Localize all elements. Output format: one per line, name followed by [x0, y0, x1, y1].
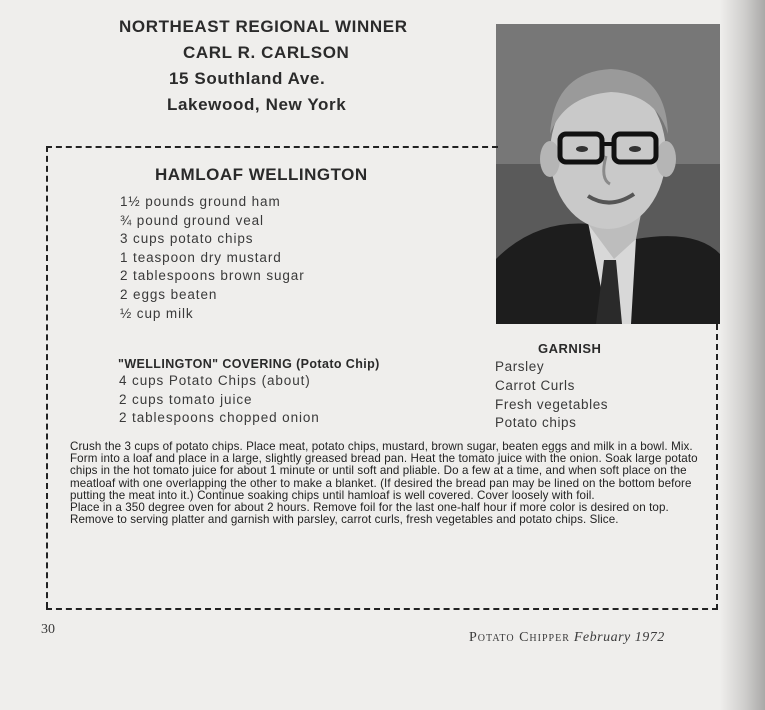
page-number: 30	[41, 622, 55, 637]
publication-name: Potato Chipper	[469, 630, 570, 645]
recipe-border-bottom	[46, 608, 718, 610]
garnish-title: GARNISH	[538, 341, 602, 356]
instructions	[70, 441, 700, 526]
page-edge-shadow	[720, 0, 765, 710]
recipe-title: HAMLOAF WELLINGTON	[155, 165, 368, 184]
ingredient-item: 1½ pounds ground ham	[120, 194, 281, 209]
recipe-border-right	[716, 324, 718, 610]
ingredient-list	[120, 193, 305, 323]
winner-street: 15 Southland Ave.	[169, 69, 326, 88]
instruction-paragraph: Crush the 3 cups of potato chips. Place meat, potato chips, mustard, brown sugar, beaten eggs and milk in a bowl. Mix. Form into a loaf and place in a large, slightly greased bread pan. Heat the tomato juice with the onion. Soak large potato chips in the hot tomato juice for about 1 minute or until soft and pliable. Do a few at a time, and when soft place on the meatloaf with one overlapping the other to make a blanket. (If desired the bread pan may be lined on the bottom before putting the meat into it.) Continue soaking chips until hamloaf is well covered. Cover loosely with foil.	[70, 440, 698, 502]
covering-item: 2 tablespoons chopped onion	[119, 410, 320, 426]
publication-date: February 1972	[573, 630, 665, 645]
ingredient-item: 2 eggs beaten	[120, 286, 218, 302]
winner-name: CARL R. CARLSON	[183, 43, 350, 62]
ingredient-item: 3 cups potato chips	[120, 231, 254, 247]
ingredient-item: ¾ pound ground veal	[120, 212, 264, 228]
recipe-border-top	[46, 146, 498, 148]
recipe-border-left	[46, 146, 48, 608]
instruction-paragraph: Place in a 350 degree oven for about 2 hours. Remove foil for the last one-half hour if more color is desired on top.	[70, 501, 669, 515]
ingredient-item: 1 teaspoon dry mustard	[120, 249, 282, 265]
instruction-paragraph: Remove to serving platter and garnish with parsley, carrot curls, fresh vegetables and potato chips. Slice.	[70, 513, 619, 527]
covering-title: "WELLINGTON" COVERING (Potato Chip)	[118, 357, 380, 371]
covering-list	[119, 372, 320, 428]
garnish-item: Fresh vegetables	[495, 396, 609, 412]
garnish-item: Parsley	[495, 359, 545, 374]
garnish-item: Carrot Curls	[495, 377, 575, 393]
garnish-list	[495, 358, 608, 433]
publication-footer	[469, 630, 665, 646]
award-title: NORTHEAST REGIONAL WINNER	[119, 17, 408, 36]
winner-city: Lakewood, New York	[167, 95, 347, 114]
ingredient-item: 2 tablespoons brown sugar	[120, 268, 305, 284]
winner-portrait-photo	[496, 24, 720, 324]
garnish-item: Potato chips	[495, 415, 577, 431]
winner-header	[115, 14, 435, 118]
covering-item: 2 cups tomato juice	[119, 391, 253, 407]
covering-item: 4 cups Potato Chips (about)	[119, 373, 311, 388]
ingredient-item: ½ cup milk	[120, 305, 194, 321]
